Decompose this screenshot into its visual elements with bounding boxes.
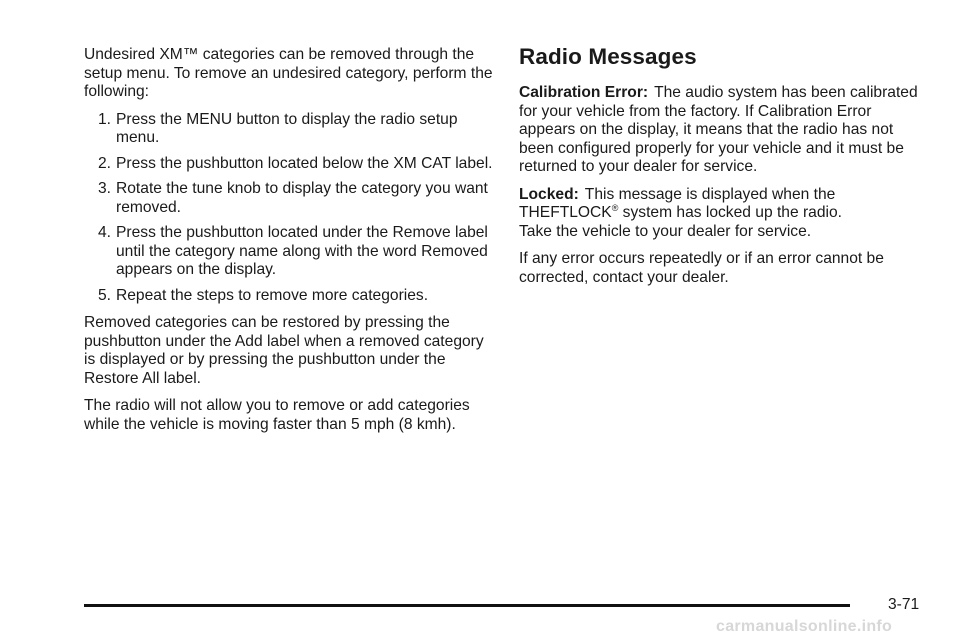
locked-instruction: Take the vehicle to your dealer for service. [519,222,812,240]
step-item [98,154,494,174]
step-number: 4. [98,224,112,241]
locked-text: This message is displayed when the THEFTLOCK [519,185,836,221]
step-number: 1. [98,110,112,128]
step-number: 2. [98,154,112,172]
watermark: carmanualsonline.info [716,618,893,635]
step-text: Press the MENU button to display the radio setup menu. [116,110,458,146]
registered-mark: ® [611,202,619,213]
step-item [98,110,494,148]
right-column [519,44,929,296]
step-number: 3. [98,180,112,197]
calibration-error-term: Calibration Error: [519,84,649,101]
calibration-error-text: The audio system has been calibrated for your vehicle from the factory. If Calibration Error appears on the display, it means that the radio has not been configured properly for your vehicle and it must be returned to your dealer for service. [519,84,918,175]
steps-list [84,111,494,306]
step-item [98,286,494,306]
footer-rule [84,604,850,607]
page-number: 3-71 [888,596,920,613]
calibration-error-paragraph [519,84,929,177]
left-column [84,46,494,443]
step-item [98,224,494,280]
locked-text-after: system has locked up the radio. [618,204,842,221]
step-number: 5. [98,286,112,304]
repeated-error-paragraph: If any error occurs repeatedly or if an error cannot be corrected, contact your dealer. [519,250,884,286]
step-text: Rotate the tune knob to display the category you want removed. [116,180,488,216]
restore-paragraph: Removed categories can be restored by pressing the pushbutton under the Add label when a removed category is displayed or by pressing the pushbutton under the Restore All label. [84,314,484,387]
locked-paragraph [519,186,929,242]
step-text: Repeat the steps to remove more categories. [116,286,429,304]
locked-term: Locked: [519,185,579,203]
step-item [98,180,494,217]
step-text: Press the pushbutton located below the XM CAT label. [116,154,493,172]
speed-limit-paragraph: The radio will not allow you to remove or add categories while the vehicle is moving faster than 5 mph (8 kmh). [84,397,470,433]
step-text: Press the pushbutton located under the Remove label until the category name along with the word Removed appears on the display. [116,224,488,278]
section-heading: Radio Messages [519,44,697,69]
intro-paragraph: Undesired XM™ categories can be removed through the setup menu. To remove an undesired category, perform the following: [84,46,493,100]
